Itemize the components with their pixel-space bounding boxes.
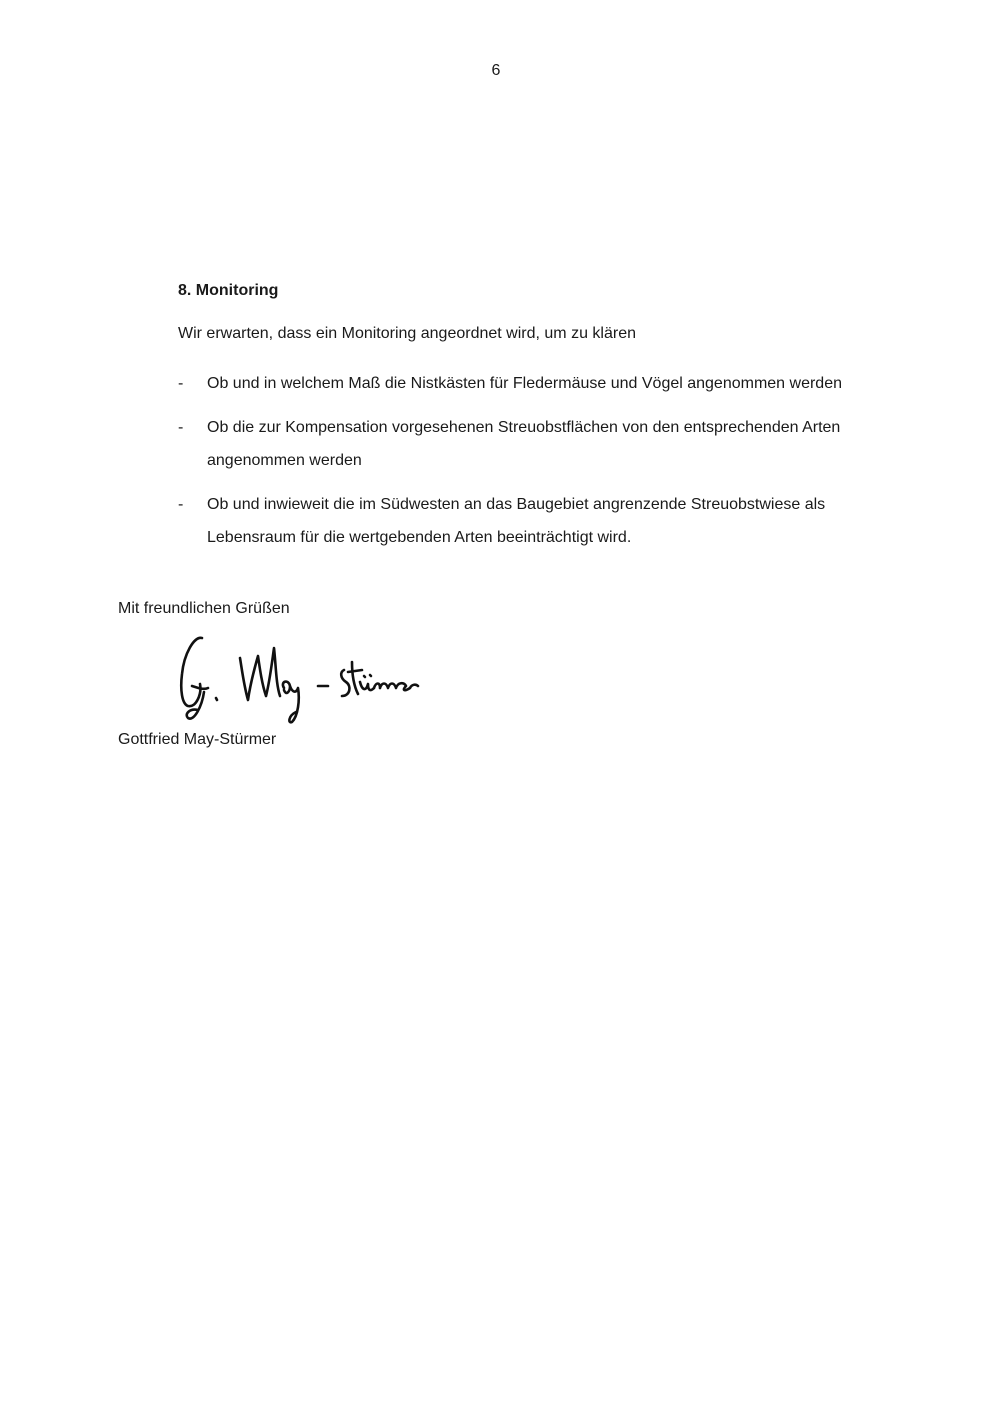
- list-item-text: Ob die zur Kompensation vorgesehenen Streuobstflächen von den entsprechenden Arten angenommen werden: [207, 418, 841, 469]
- bullet-list: [178, 367, 890, 565]
- signer-name: Gottfried May-Stürmer: [118, 731, 277, 748]
- list-item: [178, 411, 890, 478]
- section-heading: 8. Monitoring: [178, 282, 279, 299]
- page-number: 6: [491, 62, 501, 79]
- list-item: [178, 367, 890, 401]
- list-item-text: Ob und in welchem Maß die Nistkästen für Fledermäuse und Vögel angenommen werden: [207, 375, 842, 392]
- bullet-dash: -: [178, 375, 184, 392]
- list-item-text: Ob und inwieweit die im Südwesten an das Baugebiet angrenzende Streuobstwiese als Lebensraum für die wertgebenden Arten beeinträchtigt wird.: [207, 495, 826, 546]
- bullet-dash: -: [178, 418, 184, 436]
- handwritten-signature: [168, 630, 438, 730]
- list-item: [178, 488, 890, 555]
- bullet-dash: -: [178, 495, 184, 513]
- section-intro: Wir erwarten, dass ein Monitoring angeordnet wird, um zu klären: [178, 325, 636, 342]
- closing-salutation: Mit freundlichen Grüßen: [118, 600, 290, 617]
